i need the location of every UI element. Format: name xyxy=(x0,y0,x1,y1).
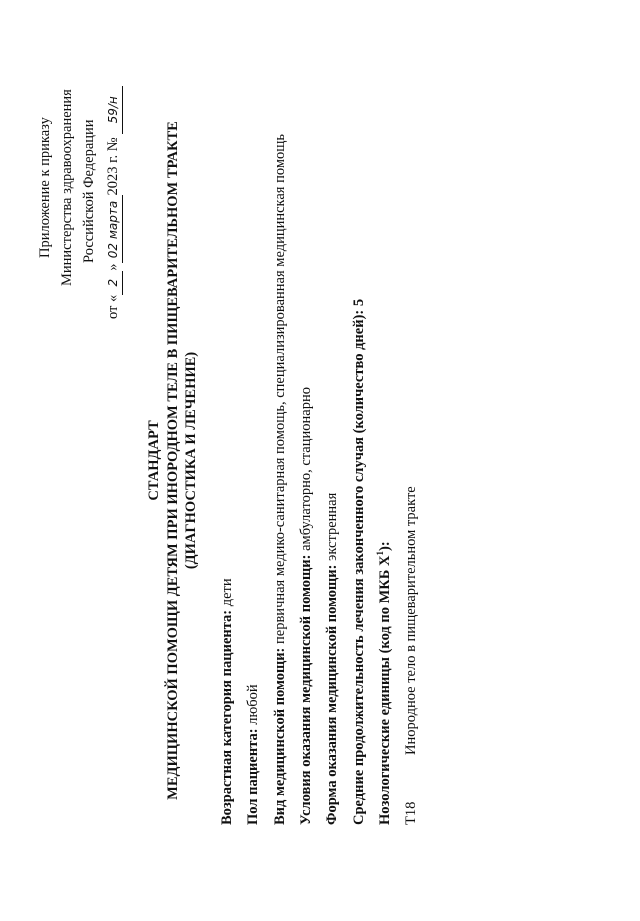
date-day: 2 xyxy=(104,271,123,295)
date-mid: » xyxy=(105,263,121,271)
duration-value: 5 xyxy=(351,298,367,307)
field-care-type xyxy=(271,134,289,825)
title-main: МЕДИЦИНСКОЙ ПОМОЩИ ДЕТЯМ ПРИ ИНОРОДНОМ ТЕЛЕ В ПИЩЕВАРИТЕЛЬНОМ ТРАКТЕ xyxy=(165,121,181,800)
form-label: Форма оказания медицинской помощи: xyxy=(324,564,340,825)
sex-label: Пол пациента: xyxy=(245,728,261,825)
title-subtitle: (ДИАГНОСТИКА И ЛЕЧЕНИЕ) xyxy=(183,351,199,570)
field-form xyxy=(323,493,341,825)
nosology-name: Инородное тело в пищеварительном тракте xyxy=(403,486,419,755)
nosology-label: Нозологические единицы (код по МКБ X xyxy=(377,555,393,825)
care-type-label: Вид медицинской помощи: xyxy=(272,647,288,825)
nosology-row xyxy=(402,486,420,825)
sex-value: любой xyxy=(245,684,261,725)
field-nosology xyxy=(376,541,394,825)
nosology-label-suffix: ): xyxy=(377,541,393,551)
form-value: экстренная xyxy=(324,492,340,561)
header-line-1: Приложение к приказу xyxy=(37,117,53,258)
header-line-3: Российской Федерации xyxy=(81,119,97,263)
nosology-footnote-mark: 1 xyxy=(375,551,386,556)
field-age xyxy=(218,578,236,825)
field-conditions xyxy=(297,387,315,825)
order-number: 59/н xyxy=(104,86,123,134)
age-label: Возрастная категория пациента: xyxy=(219,609,235,825)
care-type-value: первичная медико-санитарная помощь, специализированная медицинская помощь xyxy=(272,133,288,644)
field-duration xyxy=(350,299,368,825)
conditions-label: Условия оказания медицинской помощи: xyxy=(298,554,314,825)
nosology-code: T18 xyxy=(403,801,419,825)
date-month: 02 марта xyxy=(104,195,123,263)
title-standard: СТАНДАРТ xyxy=(146,420,162,501)
age-value: дети xyxy=(219,578,235,607)
field-sex xyxy=(244,684,262,825)
header-date-line xyxy=(104,86,123,319)
header-line-2: Министерства здравоохранения xyxy=(59,89,75,286)
duration-label: Средние продолжительность лечения законченного случая (количество дней): xyxy=(351,309,367,825)
date-prefix: от « xyxy=(105,294,121,319)
conditions-value: амбулаторно, стационарно xyxy=(298,387,314,551)
date-year: 2023 г. № xyxy=(105,137,121,196)
